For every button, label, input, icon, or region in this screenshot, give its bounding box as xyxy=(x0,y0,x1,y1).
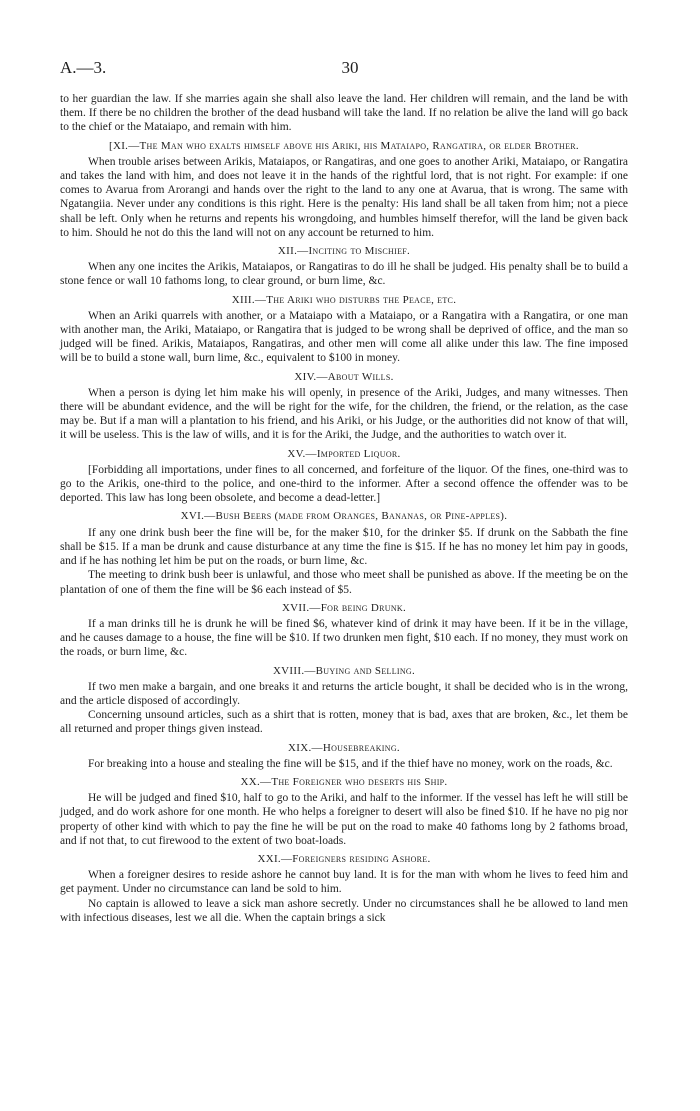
paragraph: When an Ariki quarrels with another, or a Mataiapo with a Mataiapo, or a Rangatira with a Rangatira, or one man with another man, the Ariki, Mataiapo, or Rangatira that is judged to be wrong shall be deprived of office, and the man so judged will be fined. Arikis, Mataiapos, Rangatiras, and other men will come all alike under this law. The fine imposed will be to build a stone wall, burn lime, &c., equivalent to $100 in money. xyxy=(60,309,628,365)
page-number: 30 xyxy=(341,58,359,77)
paragraph: No captain is allowed to leave a sick man ashore secretly. Under no circumstances shall he be allowed to land men with infectious diseases, lest we all die. When the captain brings a sick xyxy=(60,897,628,924)
section-heading: XVII.—For being Drunk. xyxy=(281,601,407,614)
paragraph: When a person is dying let him make his will openly, in presence of the Ariki, Judges, and many witnesses. Then there will be abundant evidence, and the will be right for the wife, for the children, the friend, or the relation, as the case may be. But if a man will a plantation to his friend, and his Ariki, or his Judge, or the authorities did not know of that will, it will be useless. This is the law of wills, and it is for the Ariki, the Judge, and the authorities to watch over it. xyxy=(60,386,628,442)
paragraph: When trouble arises between Arikis, Mataiapos, or Rangatiras, and one goes to another Ariki, Mataiapo, or Rangatira and takes the land with him, and does not leave it in the hands of the rightful lord, that is not right. For example: if one comes to Avarua from Arorangi and hands over the right to the land to any one at Avarua, that is wrong. The same with Ngatangiia. Never under any conditions is this right. Here is the penalty: His land shall be all taken from him; not a piece shall be left. Only when he returns and repents his wrongdoing, and humbles himself therefor, will the land be given back to him. Should he not do this the land will not on any account be returned to him. xyxy=(60,155,628,239)
paragraph: Concerning unsound articles, such as a shirt that is rotten, money that is bad, axes that are broken, &c., let them be all returned and proper things given instead. xyxy=(60,709,628,736)
paragraph: to her guardian the law. If she marries again she shall also leave the land. Her children will remain, and the land be with them. If there be no children the brother of the dead husband will take the land. If no relation be alive the land will go back to the chief or the Mataiapo, and remain with him. xyxy=(60,93,628,134)
section-heading: XIII.—The Ariki who disturbs the Peace, etc. xyxy=(231,293,457,306)
section-heading: [XI.—The Man who exalts himself above his Ariki, his Mataiapo, Rangatira, or elder Brother. xyxy=(109,139,579,152)
paragraph: When a foreigner desires to reside ashore he cannot buy land. It is for the man with whom he lives to feed him and get payment. Under no circumstance can land be sold to him. xyxy=(60,869,628,896)
section-heading: XII.—Inciting to Mischief. xyxy=(277,245,411,258)
paragraph: He will be judged and fined $10, half to go to the Ariki, and half to the informer. If the vessel has left he will still be judged, and do work ashore for one month. He who helps a foreigner to desert will also be fined $10. If he have no pig nor property of other kind with which to pay the fine he will be put on the road to make 40 fathoms long by 2 fathoms broad, and if not that, to cut firewood to the extent of two boat-loads. xyxy=(60,792,628,847)
paragraph: When any one incites the Arikis, Mataiapos, or Rangatiras to do ill he shall be judged. His penalty shall be to build a stone fence or wall 10 fathoms long, to clear ground, or burn lime, &c. xyxy=(60,261,628,288)
section-heading: XXI.—Foreigners residing Ashore. xyxy=(257,852,431,865)
document-reference: A.—3. xyxy=(60,58,107,77)
section-heading: XVI.—Bush Beers (made from Oranges, Bananas, or Pine-apples). xyxy=(180,510,508,523)
section-heading: XIV.—About Wills. xyxy=(294,370,394,383)
paragraph: If two men make a bargain, and one breaks it and returns the article bought, it shall be decided who is in the wrong, and the article disposed of accordingly. xyxy=(60,680,628,707)
paragraph: The meeting to drink bush beer is unlawful, and those who meet shall be punished as above. If the meeting be on the plantation of one of them the fine will be $6 each instead of $5. xyxy=(60,569,628,596)
page-header xyxy=(60,58,640,80)
section-heading: XIX.—Housebreaking. xyxy=(288,741,400,754)
document-body xyxy=(60,92,628,925)
paragraph: [Forbidding all importations, under fines to all concerned, and forfeiture of the liquor. Of the fines, one-third was to go to the Arikis, one-third to the police, and one-third to the informer. After a second offence the offender was to be deported. This law has long been obsolete, and become a dead-letter.] xyxy=(60,463,628,505)
section-heading: XX.—The Foreigner who deserts his Ship. xyxy=(240,775,448,788)
paragraph: For breaking into a house and stealing the fine will be $15, and if the thief have no money, work on the roads, &c. xyxy=(88,757,613,770)
paragraph: If a man drinks till he is drunk he will be fined $6, whatever kind of drink it may have been. If it be in the village, and he causes damage to a house, the fine will be $10. If two drunken men fight, $10 each. If no money, they must work on the roads, or burn lime, &c. xyxy=(60,617,628,659)
section-heading: XVIII.—Buying and Selling. xyxy=(272,664,416,677)
paragraph: If any one drink bush beer the fine will be, for the maker $10, for the drinker $5. If drunk on the Sabbath the fine shall be $15. If a man be drunk and cause disturbance at any time the fine is $15. If he has no money let him pay in goods, and if he has nothing let him be put on the roads, or burn lime, &c. xyxy=(60,526,628,568)
section-heading: XV.—Imported Liquor. xyxy=(287,447,401,460)
